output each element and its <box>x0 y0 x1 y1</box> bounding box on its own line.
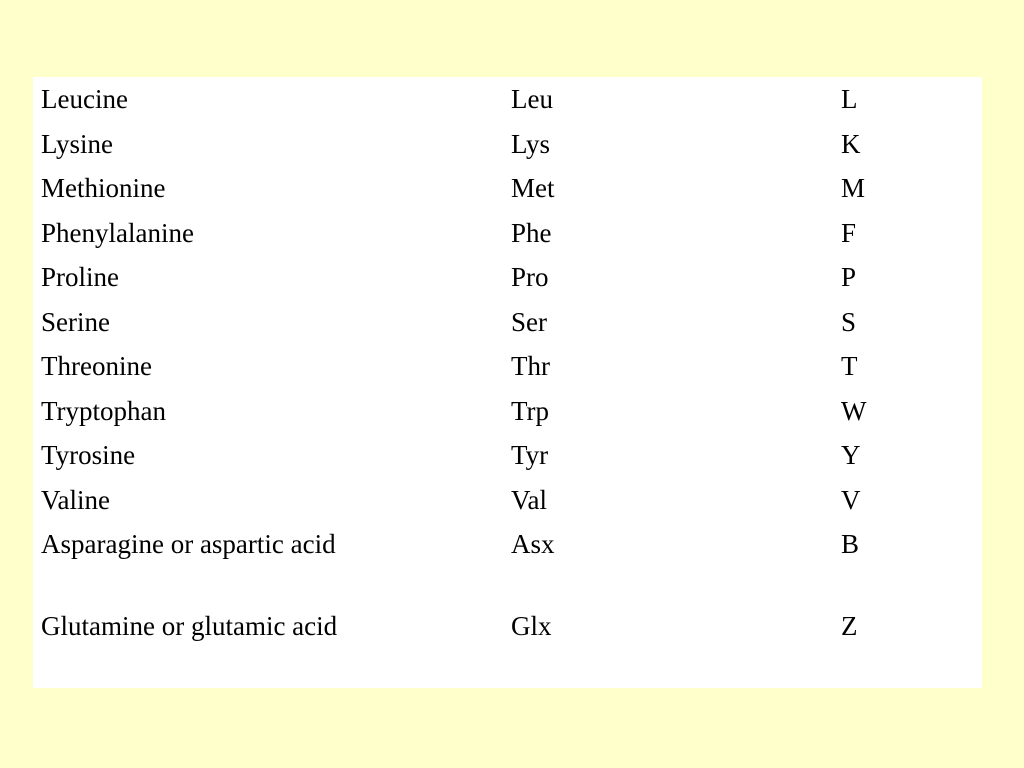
table-row <box>41 81 981 126</box>
three-letter-code: Phe <box>511 217 552 248</box>
one-letter-code: T <box>841 351 858 381</box>
one-letter-code: W <box>841 395 867 426</box>
three-letter-code: Pro <box>511 262 549 292</box>
table-row <box>41 437 981 482</box>
one-letter-code: Z <box>841 611 858 641</box>
three-letter-code: Val <box>511 484 547 515</box>
three-letter-code: Glx <box>511 611 552 641</box>
one-letter-code: B <box>841 529 860 559</box>
amino-acid-name: Lysine <box>41 128 113 159</box>
amino-acid-name: Valine <box>41 484 110 515</box>
amino-acid-table <box>41 81 981 690</box>
table-row <box>41 170 981 215</box>
amino-acid-name: Phenylalanine <box>41 217 194 248</box>
three-letter-code: Ser <box>511 306 547 337</box>
one-letter-code: M <box>841 173 866 203</box>
one-letter-code: Y <box>841 440 861 470</box>
one-letter-code: L <box>841 84 858 114</box>
three-letter-code: Met <box>511 173 555 203</box>
three-letter-code: Lys <box>511 128 551 159</box>
three-letter-code: Leu <box>511 84 553 114</box>
three-letter-code: Thr <box>511 351 550 381</box>
amino-acid-name: Serine <box>41 306 110 337</box>
one-letter-code: V <box>841 484 861 515</box>
table-row <box>41 348 981 393</box>
table-row <box>41 608 981 690</box>
amino-acid-table-panel <box>33 77 982 688</box>
one-letter-code: P <box>841 262 857 292</box>
amino-acid-name: Threonine <box>41 351 152 381</box>
table-row <box>41 215 981 260</box>
table-row <box>41 126 981 171</box>
one-letter-code: F <box>841 217 857 248</box>
three-letter-code: Tyr <box>511 440 549 470</box>
table-row <box>41 259 981 304</box>
table-row <box>41 393 981 438</box>
three-letter-code: Trp <box>511 395 550 426</box>
amino-acid-name: Tryptophan <box>41 395 167 426</box>
three-letter-code: Asx <box>511 529 555 559</box>
amino-acid-name: Methionine <box>41 173 166 203</box>
amino-acid-name: Proline <box>41 262 119 292</box>
table-row <box>41 304 981 349</box>
amino-acid-name: Asparagine or aspartic acid <box>41 529 336 559</box>
amino-acid-name: Glutamine or glutamic acid <box>41 611 338 641</box>
table-row <box>41 526 981 608</box>
amino-acid-name: Leucine <box>41 84 128 114</box>
table-row <box>41 482 981 527</box>
one-letter-code: S <box>841 306 857 337</box>
one-letter-code: K <box>841 128 861 159</box>
amino-acid-name: Tyrosine <box>41 440 136 470</box>
